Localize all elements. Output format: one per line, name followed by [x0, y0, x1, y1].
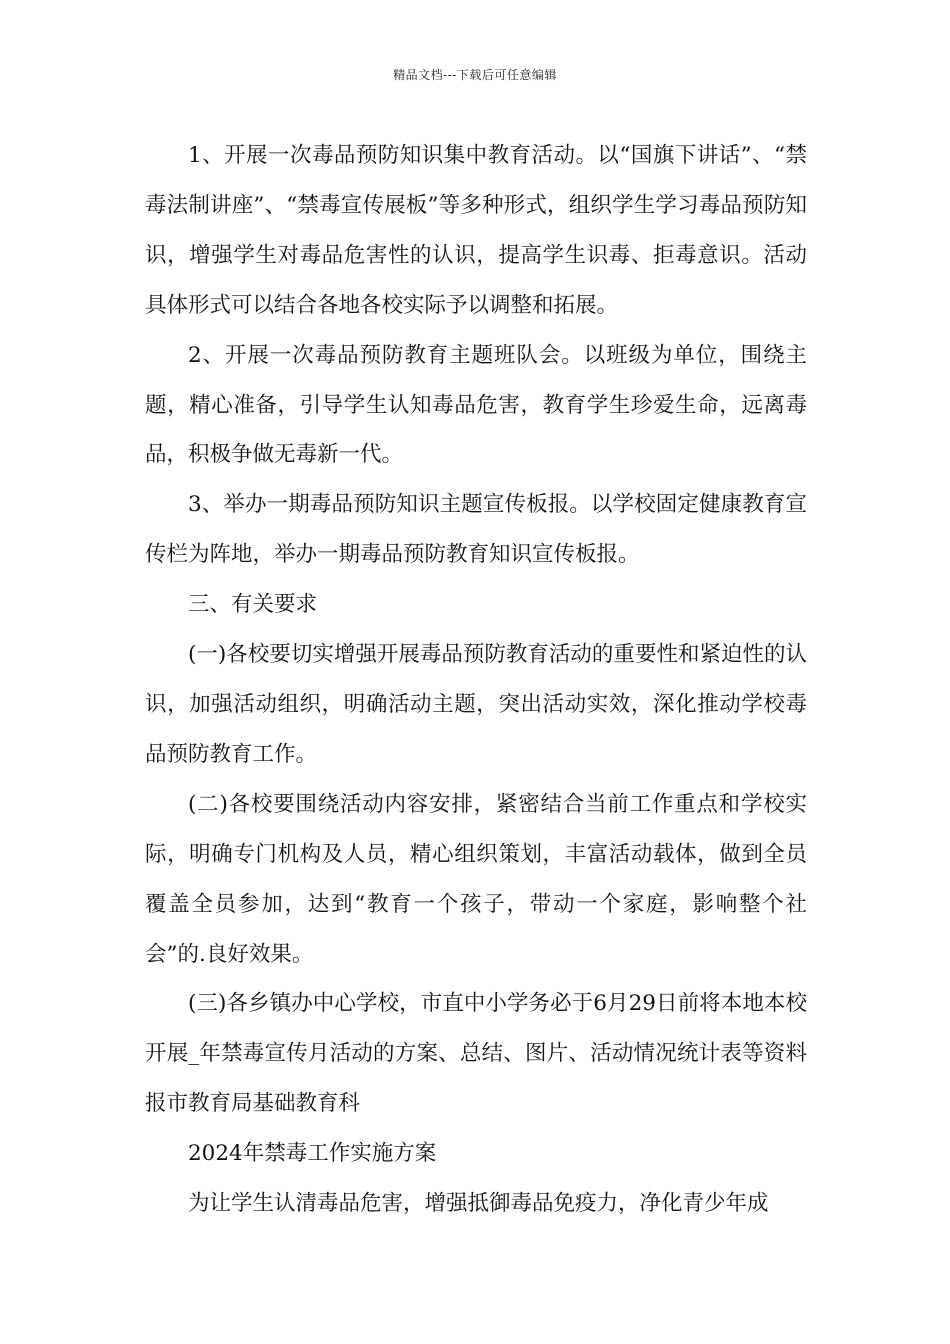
page-header: 精品文档---下载后可任意编辑	[393, 68, 557, 82]
section-heading-requirements: 三、有关要求	[188, 592, 318, 618]
paragraph-plan-intro: 为让学生认清毒品危害，增强抵御毒品免疫力，净化青少年成	[188, 1191, 769, 1217]
document-title-2024-plan: 2024年禁毒工作实施方案	[188, 1141, 437, 1167]
paragraph-activity-3: 3、举办一期毒品预防知识主题宣传板报。以学校固定健康教育宣传栏为阵地，举办一期毒品预防教育知识宣传板报。	[145, 492, 807, 568]
paragraph-requirement-1: (一)各校要切实增强开展毒品预防教育活动的重要性和紧迫性的认识，加强活动组织，明确活动主题，突出活动实效，深化推动学校毒品预防教育工作。	[145, 642, 807, 767]
document-body	[145, 131, 807, 1229]
paragraph-activity-1: 1、开展一次毒品预防知识集中教育活动。以“国旗下讲话”、“禁毒法制讲座”、“禁毒宣传展板”等多种形式，组织学生学习毒品预防知识，增强学生对毒品危害性的认识，提高学生识毒、拒毒意识。活动具体形式可以结合各地各校实际予以调整和拓展。	[145, 143, 807, 318]
paragraph-requirement-2: (二)各校要围绕活动内容安排，紧密结合当前工作重点和学校实际，明确专门机构及人员，精心组织策划，丰富活动载体，做到全员覆盖全员参加，达到“教育一个孩子，带动一个家庭，影响整个社会”的.良好效果。	[145, 791, 807, 967]
paragraph-requirement-3: (三)各乡镇办中心学校，市直中小学务必于6月29日前将本地本校开展_年禁毒宣传月活动的方案、总结、图片、活动情况统计表等资料报市教育局基础教育科	[145, 991, 807, 1117]
paragraph-activity-2: 2、开展一次毒品预防教育主题班队会。以班级为单位，围绕主题，精心准备，引导学生认知毒品危害，教育学生珍爱生命，远离毒品，积极争做无毒新一代。	[145, 342, 807, 468]
